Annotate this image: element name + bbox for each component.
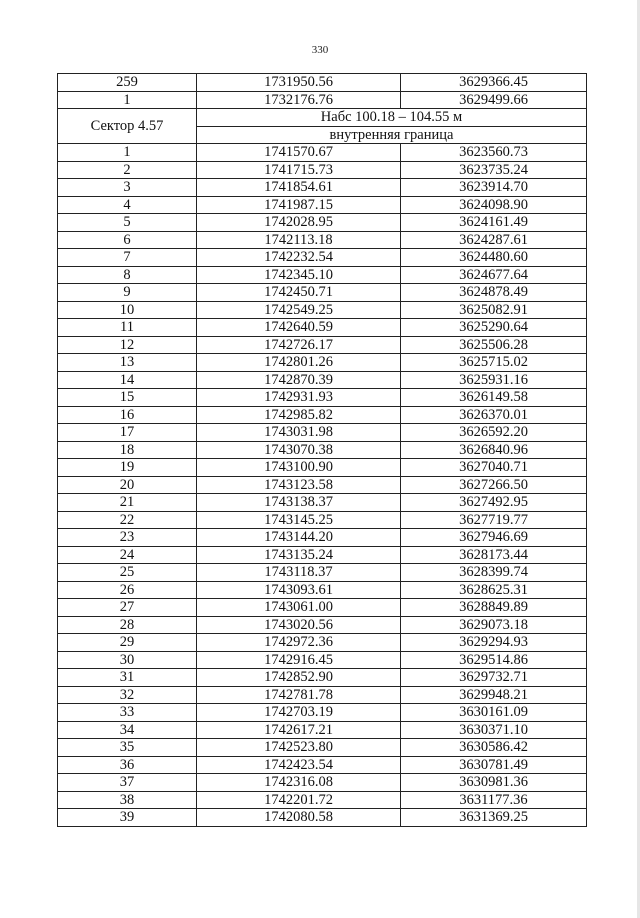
y-coordinate-cell: 3629294.93: [401, 634, 587, 652]
table-row: [58, 494, 587, 512]
table-row: [58, 336, 587, 354]
point-number-cell: 37: [58, 774, 197, 792]
x-coordinate-cell: 1743123.58: [197, 476, 401, 494]
point-number-cell: 8: [58, 266, 197, 284]
point-number-cell: 20: [58, 476, 197, 494]
y-coordinate-cell: 3624480.60: [401, 249, 587, 267]
point-number-cell: 23: [58, 529, 197, 547]
point-number-cell: 259: [58, 74, 197, 92]
point-number-cell: 38: [58, 791, 197, 809]
x-coordinate-cell: 1742931.93: [197, 389, 401, 407]
table-row: [58, 616, 587, 634]
x-coordinate-cell: 1742916.45: [197, 651, 401, 669]
y-coordinate-cell: 3627492.95: [401, 494, 587, 512]
table-row: [58, 424, 587, 442]
table-row: [58, 301, 587, 319]
y-coordinate-cell: 3630371.10: [401, 721, 587, 739]
x-coordinate-cell: 1743100.90: [197, 459, 401, 477]
table-row: [58, 231, 587, 249]
x-coordinate-cell: 1743145.25: [197, 511, 401, 529]
y-coordinate-cell: 3624878.49: [401, 284, 587, 302]
point-number-cell: 35: [58, 739, 197, 757]
table-row: [58, 704, 587, 722]
y-coordinate-cell: 3627719.77: [401, 511, 587, 529]
point-number-cell: 12: [58, 336, 197, 354]
y-coordinate-cell: 3630981.36: [401, 774, 587, 792]
y-coordinate-cell: 3628173.44: [401, 546, 587, 564]
table-row: [58, 74, 587, 92]
x-coordinate-cell: 1742703.19: [197, 704, 401, 722]
x-coordinate-cell: 1742113.18: [197, 231, 401, 249]
table-row: [58, 476, 587, 494]
y-coordinate-cell: 3626592.20: [401, 424, 587, 442]
y-coordinate-cell: 3625715.02: [401, 354, 587, 372]
table-row: [58, 249, 587, 267]
y-coordinate-cell: 3625082.91: [401, 301, 587, 319]
y-coordinate-cell: 3624677.64: [401, 266, 587, 284]
x-coordinate-cell: 1743031.98: [197, 424, 401, 442]
table-row: [58, 179, 587, 197]
table-row: [58, 406, 587, 424]
table-row: [58, 214, 587, 232]
table-row: [58, 91, 587, 109]
y-coordinate-cell: 3628625.31: [401, 581, 587, 599]
height-range-label: Набс 100.18 – 104.55 м: [197, 109, 587, 127]
x-coordinate-cell: 1743093.61: [197, 581, 401, 599]
point-number-cell: 31: [58, 669, 197, 687]
y-coordinate-cell: 3630586.42: [401, 739, 587, 757]
point-number-cell: 1: [58, 91, 197, 109]
y-coordinate-cell: 3626149.58: [401, 389, 587, 407]
x-coordinate-cell: 1743138.37: [197, 494, 401, 512]
page-number: 330: [311, 44, 329, 56]
table-row: [58, 459, 587, 477]
table-row: [58, 196, 587, 214]
point-number-cell: 22: [58, 511, 197, 529]
x-coordinate-cell: 1742450.71: [197, 284, 401, 302]
x-coordinate-cell: 1743070.38: [197, 441, 401, 459]
x-coordinate-cell: 1742423.54: [197, 756, 401, 774]
point-number-cell: 16: [58, 406, 197, 424]
point-number-cell: 5: [58, 214, 197, 232]
point-number-cell: 1: [58, 144, 197, 162]
point-number-cell: 32: [58, 686, 197, 704]
x-coordinate-cell: 1742726.17: [197, 336, 401, 354]
y-coordinate-cell: 3629948.21: [401, 686, 587, 704]
point-number-cell: 25: [58, 564, 197, 582]
y-coordinate-cell: 3623735.24: [401, 161, 587, 179]
y-coordinate-cell: 3623914.70: [401, 179, 587, 197]
point-number-cell: 28: [58, 616, 197, 634]
table-row: [58, 581, 587, 599]
table-row: [58, 651, 587, 669]
point-number-cell: 29: [58, 634, 197, 652]
y-coordinate-cell: 3625290.64: [401, 319, 587, 337]
x-coordinate-cell: 1742852.90: [197, 669, 401, 687]
x-coordinate-cell: 1731950.56: [197, 74, 401, 92]
table-row: [58, 634, 587, 652]
point-number-cell: 4: [58, 196, 197, 214]
point-number-cell: 30: [58, 651, 197, 669]
y-coordinate-cell: 3625506.28: [401, 336, 587, 354]
y-coordinate-cell: 3630781.49: [401, 756, 587, 774]
point-number-cell: 27: [58, 599, 197, 617]
table-row: [58, 546, 587, 564]
point-number-cell: 21: [58, 494, 197, 512]
x-coordinate-cell: 1743061.00: [197, 599, 401, 617]
table-row: [58, 739, 587, 757]
y-coordinate-cell: 3626370.01: [401, 406, 587, 424]
x-coordinate-cell: 1742640.59: [197, 319, 401, 337]
point-number-cell: 18: [58, 441, 197, 459]
table-row: [58, 319, 587, 337]
y-coordinate-cell: 3631177.36: [401, 791, 587, 809]
point-number-cell: 15: [58, 389, 197, 407]
table-row: [58, 511, 587, 529]
point-number-cell: 11: [58, 319, 197, 337]
x-coordinate-cell: 1741570.67: [197, 144, 401, 162]
x-coordinate-cell: 1742985.82: [197, 406, 401, 424]
x-coordinate-cell: 1743135.24: [197, 546, 401, 564]
x-coordinate-cell: 1743020.56: [197, 616, 401, 634]
x-coordinate-cell: 1742345.10: [197, 266, 401, 284]
y-coordinate-cell: 3627266.50: [401, 476, 587, 494]
sector-label: Сектор 4.57: [58, 109, 197, 144]
x-coordinate-cell: 1742801.26: [197, 354, 401, 372]
y-coordinate-cell: 3625931.16: [401, 371, 587, 389]
x-coordinate-cell: 1732176.76: [197, 91, 401, 109]
sector-header-row: [58, 109, 587, 127]
x-coordinate-cell: 1741987.15: [197, 196, 401, 214]
point-number-cell: 3: [58, 179, 197, 197]
point-number-cell: 17: [58, 424, 197, 442]
x-coordinate-cell: 1742316.08: [197, 774, 401, 792]
x-coordinate-cell: 1742549.25: [197, 301, 401, 319]
y-coordinate-cell: 3629073.18: [401, 616, 587, 634]
point-number-cell: 6: [58, 231, 197, 249]
y-coordinate-cell: 3629514.86: [401, 651, 587, 669]
x-coordinate-cell: 1742232.54: [197, 249, 401, 267]
boundary-label: внутренняя граница: [197, 126, 587, 144]
x-coordinate-cell: 1742972.36: [197, 634, 401, 652]
y-coordinate-cell: 3624161.49: [401, 214, 587, 232]
y-coordinate-cell: 3627040.71: [401, 459, 587, 477]
x-coordinate-cell: 1743118.37: [197, 564, 401, 582]
x-coordinate-cell: 1742781.78: [197, 686, 401, 704]
y-coordinate-cell: 3623560.73: [401, 144, 587, 162]
table-row: [58, 441, 587, 459]
table-row: [58, 266, 587, 284]
x-coordinate-cell: 1742870.39: [197, 371, 401, 389]
point-number-cell: 24: [58, 546, 197, 564]
coordinates-table: [57, 73, 587, 827]
point-number-cell: 10: [58, 301, 197, 319]
table-row: [58, 756, 587, 774]
table-row: [58, 144, 587, 162]
x-coordinate-cell: 1741715.73: [197, 161, 401, 179]
y-coordinate-cell: 3629366.45: [401, 74, 587, 92]
table-row: [58, 669, 587, 687]
table-row: [58, 791, 587, 809]
x-coordinate-cell: 1742201.72: [197, 791, 401, 809]
x-coordinate-cell: 1742028.95: [197, 214, 401, 232]
point-number-cell: 33: [58, 704, 197, 722]
point-number-cell: 36: [58, 756, 197, 774]
point-number-cell: 9: [58, 284, 197, 302]
y-coordinate-cell: 3631369.25: [401, 809, 587, 827]
y-coordinate-cell: 3628399.74: [401, 564, 587, 582]
y-coordinate-cell: 3628849.89: [401, 599, 587, 617]
x-coordinate-cell: 1742617.21: [197, 721, 401, 739]
point-number-cell: 2: [58, 161, 197, 179]
point-number-cell: 39: [58, 809, 197, 827]
table-row: [58, 809, 587, 827]
table-row: [58, 371, 587, 389]
table-row: [58, 686, 587, 704]
x-coordinate-cell: 1742080.58: [197, 809, 401, 827]
point-number-cell: 26: [58, 581, 197, 599]
y-coordinate-cell: 3624098.90: [401, 196, 587, 214]
x-coordinate-cell: 1742523.80: [197, 739, 401, 757]
table-row: [58, 599, 587, 617]
y-coordinate-cell: 3624287.61: [401, 231, 587, 249]
point-number-cell: 14: [58, 371, 197, 389]
table-row: [58, 774, 587, 792]
point-number-cell: 7: [58, 249, 197, 267]
table-row: [58, 721, 587, 739]
coordinates-table-body: [58, 74, 587, 827]
y-coordinate-cell: 3629732.71: [401, 669, 587, 687]
y-coordinate-cell: 3629499.66: [401, 91, 587, 109]
table-row: [58, 389, 587, 407]
point-number-cell: 34: [58, 721, 197, 739]
x-coordinate-cell: 1743144.20: [197, 529, 401, 547]
table-row: [58, 564, 587, 582]
table-row: [58, 529, 587, 547]
y-coordinate-cell: 3626840.96: [401, 441, 587, 459]
point-number-cell: 19: [58, 459, 197, 477]
point-number-cell: 13: [58, 354, 197, 372]
y-coordinate-cell: 3630161.09: [401, 704, 587, 722]
table-row: [58, 161, 587, 179]
table-row: [58, 354, 587, 372]
table-row: [58, 284, 587, 302]
x-coordinate-cell: 1741854.61: [197, 179, 401, 197]
y-coordinate-cell: 3627946.69: [401, 529, 587, 547]
